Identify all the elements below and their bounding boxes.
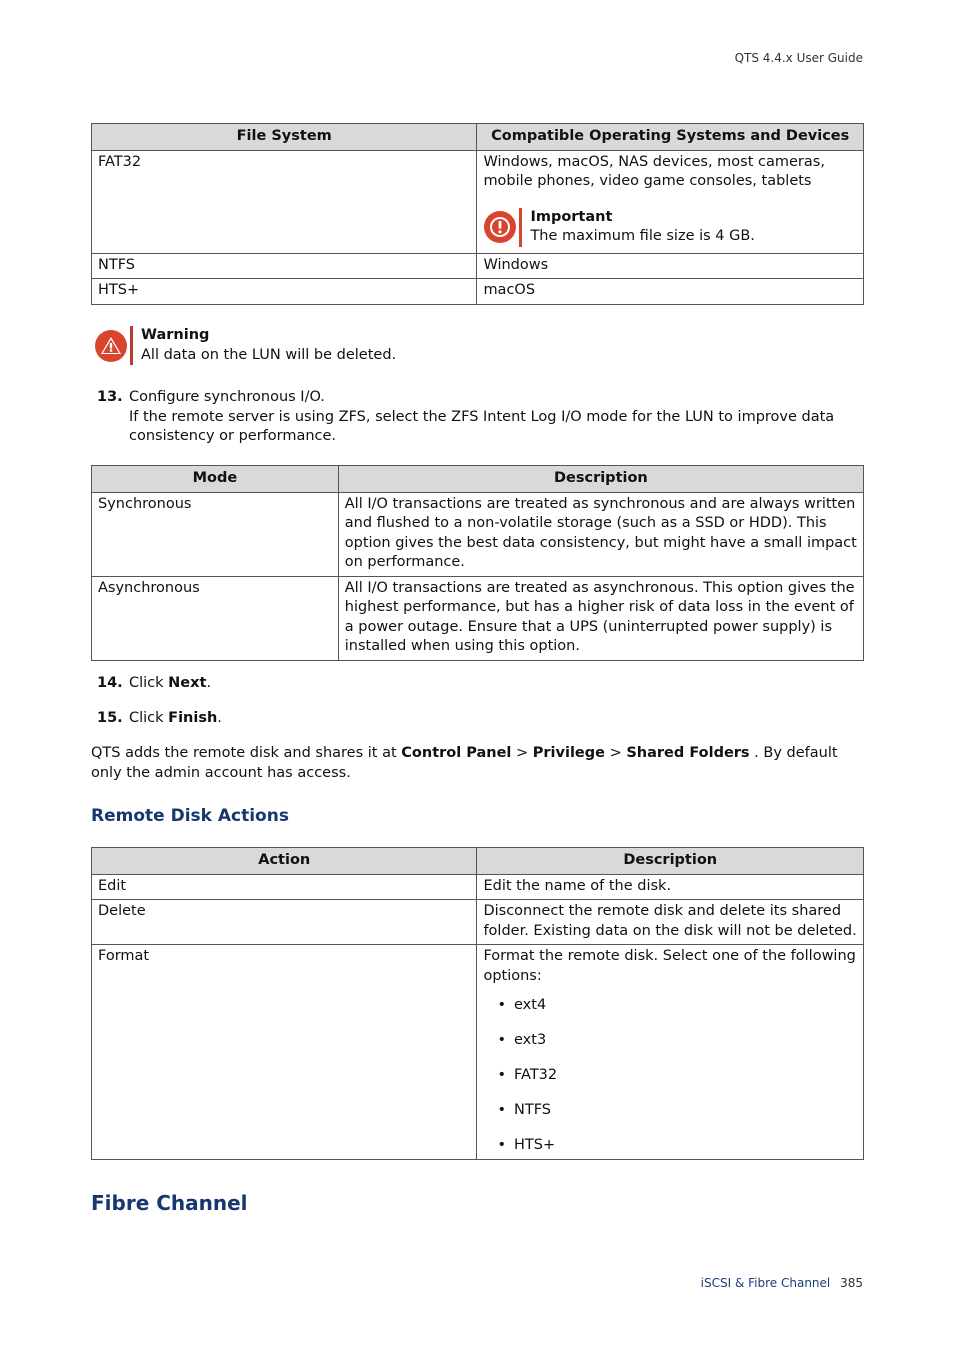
step-15 xyxy=(97,709,222,729)
step-14 xyxy=(97,674,211,694)
step-number: 14. xyxy=(97,675,123,691)
list-item: • NTFS xyxy=(497,1101,857,1121)
list-item: • FAT32 xyxy=(497,1066,857,1086)
important-note xyxy=(483,208,857,247)
table-cell xyxy=(477,150,864,253)
text-run: > xyxy=(604,745,627,761)
table-row xyxy=(92,900,864,945)
table-cell: All I/O transactions are treated as asynchronous. This option gives the highest performance, but has a higher risk of data loss in the event of a power outage. Ensure that a UPS (uninterrupted power supply) is installed when using this option. xyxy=(338,576,863,660)
important-text: The maximum file size is 4 GB. xyxy=(530,228,755,244)
step-text: Click xyxy=(129,675,169,691)
format-options-list xyxy=(497,996,857,1156)
path-control-panel: Control Panel xyxy=(401,745,512,761)
table-cell-text: Windows, macOS, NAS devices, most cameras, mobile phones, video game consoles, tablets xyxy=(483,153,825,189)
text-run: QTS adds the remote disk and shares it at xyxy=(91,745,402,761)
table-cell: Edit xyxy=(92,874,477,900)
table-cell: All I/O transactions are treated as synchronous and are always written and flushed to a non-volatile storage (such as a SSD or HDD). This option gives the best data consistency, but might have a small impact on performance. xyxy=(338,492,863,576)
table-cell: FAT32 xyxy=(92,150,477,253)
table-row xyxy=(92,576,864,660)
page-number: 385 xyxy=(840,1276,863,1290)
step-number: 15. xyxy=(97,710,123,726)
table-header: Action xyxy=(92,848,477,875)
list-item: • HTS+ xyxy=(497,1136,857,1156)
finish-label: Finish xyxy=(168,710,218,726)
table-cell: Windows xyxy=(477,253,864,279)
running-header: QTS 4.4.x User Guide xyxy=(734,51,863,65)
table-row xyxy=(92,150,864,253)
table-header: Mode xyxy=(92,466,339,493)
table-cell: Disconnect the remote disk and delete its shared folder. Existing data on the disk will not be deleted. xyxy=(477,900,864,945)
table-row xyxy=(92,492,864,576)
text-run: . By default only the admin account has access. xyxy=(91,745,838,781)
fibre-channel-heading: Fibre Channel xyxy=(91,1191,248,1215)
next-label: Next xyxy=(168,675,207,691)
list-item: • ext3 xyxy=(497,1031,857,1051)
list-item: • ext4 xyxy=(497,996,857,1016)
table-header: File System xyxy=(92,124,477,151)
step-text: Configure synchronous I/O. xyxy=(129,389,325,405)
path-privilege: Privilege xyxy=(532,745,605,761)
step-text: . xyxy=(217,710,222,726)
step-text: . xyxy=(206,675,212,691)
step-number: 13. xyxy=(97,389,123,405)
table-cell-text: Format the remote disk. Select one of the following options: xyxy=(483,948,856,984)
warning-text: All data on the LUN will be deleted. xyxy=(141,346,397,363)
table-cell: NTFS xyxy=(92,253,477,279)
warning-title: Warning xyxy=(141,327,210,343)
io-mode-table xyxy=(91,465,864,661)
table-cell xyxy=(477,945,864,1160)
table-row xyxy=(92,253,864,279)
remote-disk-actions-heading: Remote Disk Actions xyxy=(91,806,289,826)
table-cell: Format xyxy=(92,945,477,1160)
step-text: Click xyxy=(129,710,169,726)
table-header: Compatible Operating Systems and Devices xyxy=(477,124,864,151)
table-cell: Edit the name of the disk. xyxy=(477,874,864,900)
table-header: Description xyxy=(338,466,863,493)
step-13 xyxy=(97,388,864,447)
important-title: Important xyxy=(530,208,613,225)
running-footer xyxy=(701,1276,863,1290)
path-shared-folders: Shared Folders xyxy=(626,745,750,761)
table-row xyxy=(92,279,864,305)
table-header: Description xyxy=(477,848,864,875)
table-cell: Delete xyxy=(92,900,477,945)
table-cell: Synchronous xyxy=(92,492,339,576)
warning-note xyxy=(94,326,396,365)
table-row xyxy=(92,874,864,900)
important-icon xyxy=(483,208,519,247)
table-row xyxy=(92,945,864,1160)
remote-disk-actions-table xyxy=(91,847,864,1160)
table-cell: HTS+ xyxy=(92,279,477,305)
file-system-table xyxy=(91,123,864,305)
text-run: > xyxy=(511,745,533,761)
summary-paragraph xyxy=(91,744,864,783)
table-cell: macOS xyxy=(477,279,864,305)
warning-icon xyxy=(94,326,130,365)
footer-section: iSCSI & Fibre Channel xyxy=(700,1276,831,1290)
table-cell: Asynchronous xyxy=(92,576,339,660)
step-detail: If the remote server is using ZFS, select the ZFS Intent Log I/O mode for the LUN to improve data consistency or performance. xyxy=(129,408,835,444)
